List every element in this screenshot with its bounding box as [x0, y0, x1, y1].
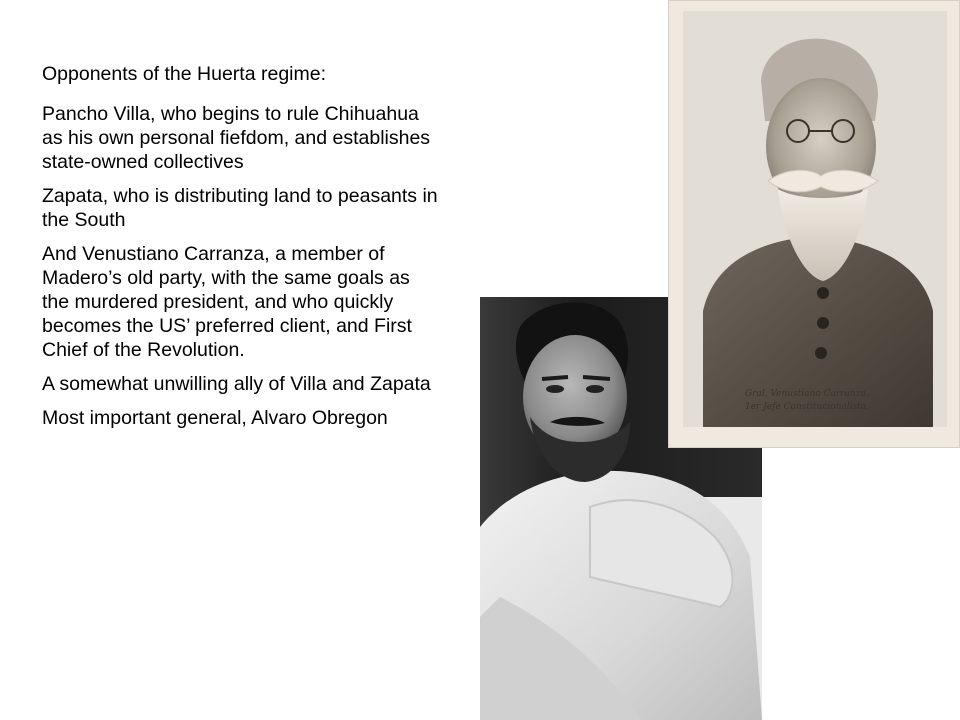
postcard-caption-line2: 1er Jefe Constitucionalista.: [745, 402, 870, 412]
bullet-carranza: And Venustiano Carranza, a member of Madero’s old party, with the same goals as the murdered president, and who quickly becomes the US’ preferred client, and First Chief of the Revolution.: [42, 243, 412, 361]
bullet-ally: A somewhat unwilling ally of Villa and Zapata: [42, 373, 431, 395]
slide-heading: Opponents of the Huerta regime:: [42, 63, 326, 85]
carranza-portrait-image: [683, 11, 947, 427]
bullet-zapata: Zapata, who is distributing land to peasants in the South: [42, 185, 438, 231]
slide-text: [42, 62, 442, 440]
bullet-obregon: Most important general, Alvaro Obregon: [42, 407, 388, 429]
bullet-villa: Pancho Villa, who begins to rule Chihuahua as his own personal fiefdom, and establishes state-owned collectives: [42, 103, 431, 173]
carranza-postcard: [668, 0, 960, 448]
carranza-photo: [683, 11, 947, 427]
postcard-caption-line1: Gral. Venustiano Carranza.: [745, 389, 869, 399]
